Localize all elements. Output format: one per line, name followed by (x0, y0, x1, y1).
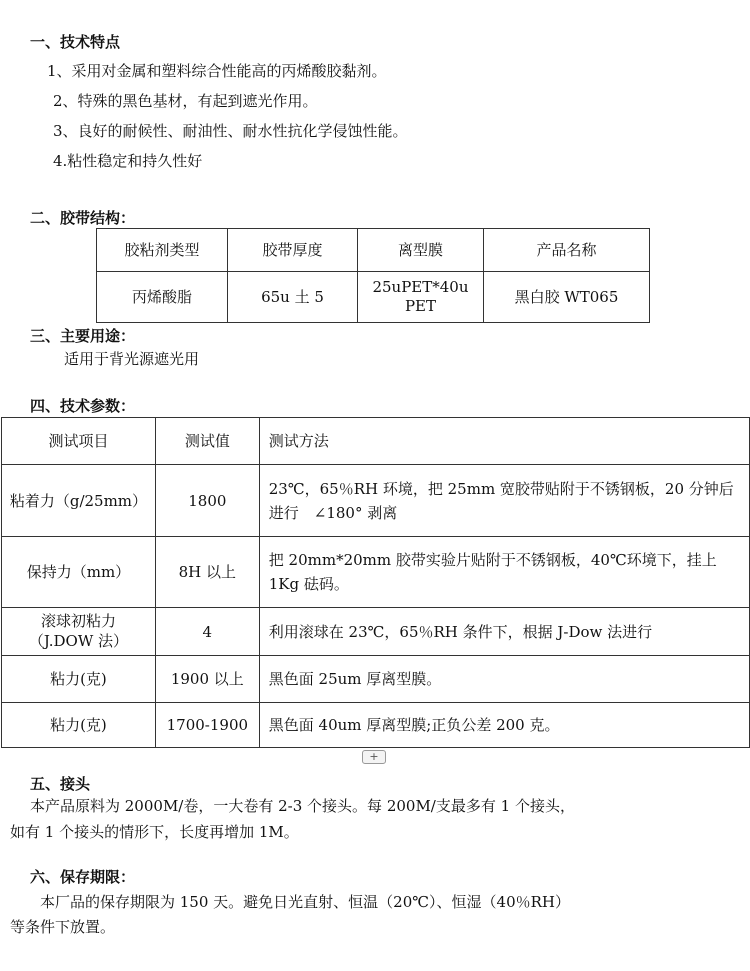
params-row (2, 465, 750, 537)
table-expand-button[interactable]: + (362, 750, 386, 764)
feature-item-2: 2、特殊的黑色基材，有起到遮光作用。 (53, 92, 318, 110)
params-item-cell: 粘力(克) (2, 703, 156, 748)
joint-text-line-2: 如有 1 个接头的情形下，长度再增加 1M。 (10, 823, 299, 841)
section1-heading: 一、技术特点 (30, 33, 121, 51)
feature-item-3: 3、良好的耐候性、耐油性、耐水性抗化学侵蚀性能。 (53, 122, 408, 140)
section3-heading: 三、主要用途： (30, 327, 136, 345)
feature-item-1: 1、采用对金属和塑料综合性能高的丙烯酸胶黏剂。 (47, 62, 387, 80)
params-row (2, 656, 750, 703)
feature-item-4: 4.粘性稳定和持久性好 (53, 152, 203, 170)
structure-cell-product-name: 黑白胶 WT065 (484, 272, 650, 323)
params-item-cell: 滚球初粘力（J.DOW 法） (2, 608, 156, 656)
params-method-cell: 把 20mm*20mm 胶带实验片贴附于不锈钢板，40℃环境下，挂上 1Kg 砝码。 (259, 537, 749, 608)
params-value-cell: 8H 以上 (155, 537, 259, 608)
structure-header-row (97, 229, 650, 272)
release-film-line-2: PET (404, 297, 437, 315)
usage-text: 适用于背光源遮光用 (64, 350, 200, 368)
section5-heading: 五、接头 (30, 775, 91, 793)
parameters-table (1, 417, 750, 748)
structure-header-cell: 产品名称 (484, 229, 650, 272)
params-method-cell: 利用滚球在 23℃，65％RH 条件下，根据 J-Dow 法进行 (259, 608, 749, 656)
structure-table (96, 228, 650, 323)
params-item-cell: 保持力（mm） (2, 537, 156, 608)
params-header-cell: 测试项目 (2, 418, 156, 465)
structure-header-cell: 离型膜 (358, 229, 484, 272)
params-item-cell: 粘力(克) (2, 656, 156, 703)
structure-cell-thickness: 65u 土 5 (228, 272, 358, 323)
storage-text-line-1: 本厂品的保存期限为 150 天。避免日光直射、恒温（20℃）、恒湿（40％RH） (40, 893, 570, 911)
params-value-cell: 4 (155, 608, 259, 656)
structure-header-cell: 胶带厚度 (228, 229, 358, 272)
params-value-cell: 1900 以上 (155, 656, 259, 703)
params-method-cell: 黑色面 40um 厚离型膜;正负公差 200 克。 (259, 703, 749, 748)
params-header-cell: 测试方法 (259, 418, 749, 465)
params-method-cell: 黑色面 25um 厚离型膜。 (259, 656, 749, 703)
structure-header-cell: 胶粘剂类型 (97, 229, 228, 272)
section6-heading: 六、保存期限： (30, 868, 136, 886)
params-header-cell: 测试值 (155, 418, 259, 465)
release-film-line-1: 25uPET*40u (372, 278, 469, 297)
params-row (2, 537, 750, 608)
params-row (2, 703, 750, 748)
params-row (2, 608, 750, 656)
structure-cell-release-film (358, 272, 484, 323)
joint-text-line-1: 本产品原料为 2000M/卷，一大卷有 2-3 个接头。每 200M/支最多有 1 个接头， (30, 797, 575, 815)
params-item-cell: 粘着力（g/25mm） (2, 465, 156, 537)
structure-cell-adhesive: 丙烯酸脂 (97, 272, 228, 323)
storage-text-line-2: 等条件下放置。 (10, 918, 116, 936)
params-value-cell: 1800 (155, 465, 259, 537)
section4-heading: 四、技术参数： (30, 397, 136, 415)
params-method-cell: 23℃，65％RH 环境，把 25mm 宽胶带贴附于不锈钢板，20 分钟后进行 ∠180° 剥离 (259, 465, 749, 537)
params-value-cell: 1700-1900 (155, 703, 259, 748)
structure-data-row (97, 272, 650, 323)
section2-heading: 二、胶带结构： (30, 209, 136, 227)
params-header-row (2, 418, 750, 465)
